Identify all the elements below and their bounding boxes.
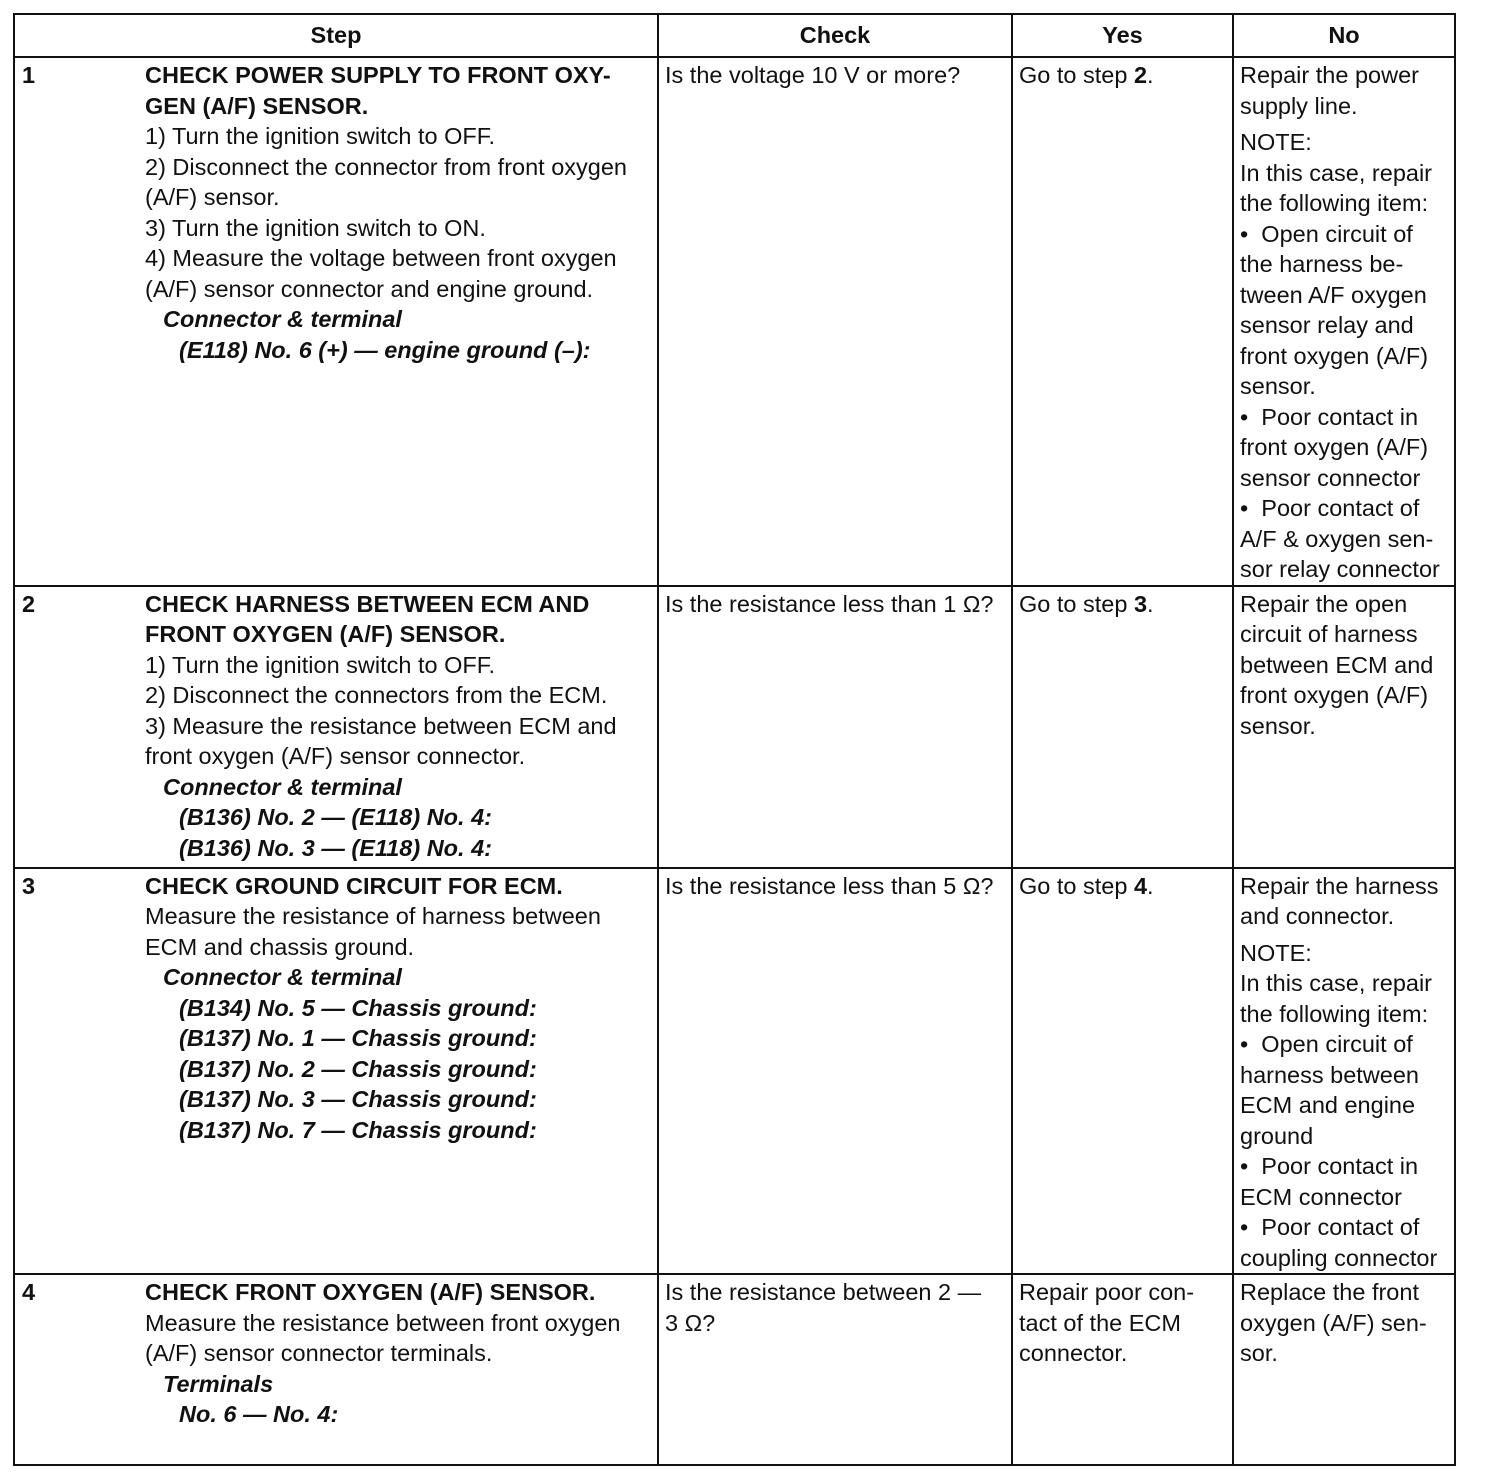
header-no: No: [1233, 14, 1455, 57]
step-number: 3: [14, 868, 137, 1275]
step-cell: [137, 586, 658, 868]
yes-step-link: 2: [1133, 62, 1148, 88]
check-text: Is the resistance between 2 —: [665, 1279, 982, 1305]
bullet-text: sensor.: [1240, 373, 1316, 399]
instruction: (A/F) sensor.: [145, 184, 280, 210]
instruction: Measure the resistance of harness between: [145, 903, 601, 929]
bullet-text: coupling connector: [1240, 1244, 1438, 1271]
bullet-text: tween A/F oxygen: [1240, 281, 1427, 308]
instruction: 2) Disconnect the connectors from the ECM.: [145, 682, 608, 708]
no-text: supply line.: [1240, 92, 1358, 119]
check-text: Is the resistance less than 1 Ω?: [665, 590, 994, 617]
note-label: NOTE:: [1240, 939, 1312, 966]
step-title: FRONT OXYGEN (A/F) SENSOR.: [145, 621, 506, 647]
yes-suffix: .: [1147, 872, 1154, 899]
spec-line: (B137) No. 7 — Chassis ground:: [179, 1116, 537, 1143]
no-cell: [1233, 57, 1455, 586]
bullet-text: ECM and engine: [1240, 1092, 1416, 1118]
bullet-item: • Poor contact in: [1240, 1151, 1449, 1182]
note-text: the following item:: [1240, 190, 1429, 216]
yes-prefix: Go to step: [1019, 590, 1134, 617]
check-cell: [658, 1274, 1012, 1465]
instruction: front oxygen (A/F) sensor connector.: [145, 743, 526, 769]
check-cell: [658, 586, 1012, 868]
instruction: 4) Measure the voltage between front oxygen: [145, 245, 617, 271]
instruction: 1) Turn the ignition switch to OFF.: [145, 651, 496, 678]
step-title: CHECK HARNESS BETWEEN ECM AND: [145, 590, 590, 617]
no-text: Repair the open: [1240, 590, 1408, 617]
spec-label: Terminals: [163, 1370, 274, 1397]
step-title: GEN (A/F) SENSOR.: [145, 92, 369, 119]
bullet-text: sensor relay and: [1240, 312, 1414, 338]
check-cell: [658, 57, 1012, 586]
bullet-text: ground: [1240, 1122, 1314, 1149]
bullet-text: A/F & oxygen sen-: [1240, 525, 1434, 552]
bullet-item: • Open circuit of: [1240, 1029, 1449, 1060]
step-number: 2: [14, 586, 137, 868]
spec-line: (E118) No. 6 (+) — engine ground (–):: [179, 336, 591, 363]
step-cell: [137, 57, 658, 586]
yes-step-link: 3: [1133, 590, 1148, 617]
instruction: 3) Measure the resistance between ECM and: [145, 712, 617, 739]
no-text: between ECM and: [1240, 651, 1434, 678]
table-row: [14, 1274, 1455, 1465]
bullet-item: • Open circuit of: [1240, 219, 1449, 250]
check-text: 3 Ω?: [665, 1309, 716, 1336]
yes-text: tact of the ECM: [1019, 1309, 1181, 1336]
instruction: 2) Disconnect the connector from front oxygen: [145, 153, 627, 180]
note-label: NOTE:: [1240, 129, 1312, 155]
bullet-text: sensor connector: [1240, 464, 1421, 491]
yes-text: Repair poor con-: [1019, 1279, 1195, 1305]
check-cell: [658, 868, 1012, 1275]
instruction: (A/F) sensor connector terminals.: [145, 1340, 493, 1366]
no-text: front oxygen (A/F): [1240, 682, 1429, 708]
spec-line: (B136) No. 3 — (E118) No. 4:: [179, 834, 492, 861]
yes-suffix: .: [1147, 590, 1154, 617]
step-number: 4: [14, 1274, 137, 1465]
instruction: Measure the resistance between front oxygen: [145, 1309, 621, 1336]
yes-step-link: 4: [1133, 872, 1148, 899]
bullet-text: ECM connector: [1240, 1183, 1402, 1210]
header-check: Check: [658, 14, 1012, 57]
no-text: oxygen (A/F) sen-: [1240, 1309, 1427, 1336]
no-text: and connector.: [1240, 903, 1395, 929]
spec-line: (B137) No. 3 — Chassis ground:: [179, 1086, 537, 1112]
yes-prefix: Go to step: [1019, 62, 1134, 88]
spec-line: (B134) No. 5 — Chassis ground:: [179, 994, 537, 1021]
instruction: (A/F) sensor connector and engine ground.: [145, 275, 594, 302]
no-text: Repair the power: [1240, 62, 1419, 88]
header-row: [14, 14, 1455, 57]
table-row: [14, 868, 1455, 1275]
instruction: ECM and chassis ground.: [145, 933, 415, 960]
no-cell: [1233, 1274, 1455, 1465]
diagnostic-table: [13, 13, 1456, 1466]
note-text: In this case, repair: [1240, 159, 1433, 186]
bullet-text: harness between: [1240, 1061, 1419, 1088]
table-row: [14, 586, 1455, 868]
header-yes: Yes: [1012, 14, 1233, 57]
spec-label: Connector & terminal: [163, 773, 402, 800]
yes-cell: [1012, 586, 1233, 868]
spec-label: Connector & terminal: [163, 964, 402, 990]
bullet-item: • Poor contact of: [1240, 493, 1449, 524]
no-cell: [1233, 586, 1455, 868]
bullet-item: • Poor contact in: [1240, 402, 1449, 433]
step-title: CHECK POWER SUPPLY TO FRONT OXY-: [145, 62, 611, 88]
bullet-text: front oxygen (A/F): [1240, 434, 1429, 460]
spec-label: Connector & terminal: [163, 306, 402, 332]
no-text: circuit of harness: [1240, 621, 1418, 647]
no-cell: [1233, 868, 1455, 1275]
instruction: 3) Turn the ignition switch to ON.: [145, 214, 486, 241]
yes-text: connector.: [1019, 1340, 1128, 1366]
no-text: Repair the harness: [1240, 872, 1439, 899]
bullet-text: sor relay connector: [1240, 556, 1440, 582]
header-step: Step: [14, 14, 658, 57]
table-row: [14, 57, 1455, 586]
step-cell: [137, 868, 658, 1275]
spec-line: No. 6 — No. 4:: [179, 1401, 339, 1427]
yes-cell: [1012, 57, 1233, 586]
spec-line: (B137) No. 1 — Chassis ground:: [179, 1025, 537, 1051]
yes-suffix: .: [1147, 62, 1154, 88]
step-number: 1: [14, 57, 137, 586]
note-text: In this case, repair: [1240, 970, 1433, 996]
step-title: CHECK FRONT OXYGEN (A/F) SENSOR.: [145, 1279, 596, 1305]
no-text: Replace the front: [1240, 1279, 1419, 1305]
no-text: sor.: [1240, 1340, 1278, 1366]
bullet-text: the harness be-: [1240, 251, 1404, 277]
yes-cell: [1012, 1274, 1233, 1465]
step-cell: [137, 1274, 658, 1465]
check-text: Is the voltage 10 V or more?: [665, 62, 961, 88]
bullet-text: front oxygen (A/F): [1240, 342, 1429, 369]
instruction: 1) Turn the ignition switch to OFF.: [145, 123, 496, 149]
bullet-item: • Poor contact of: [1240, 1212, 1449, 1243]
spec-line: (B137) No. 2 — Chassis ground:: [179, 1055, 537, 1082]
yes-cell: [1012, 868, 1233, 1275]
yes-prefix: Go to step: [1019, 872, 1134, 899]
no-text: sensor.: [1240, 712, 1316, 739]
note-text: the following item:: [1240, 1000, 1429, 1027]
check-text: Is the resistance less than 5 Ω?: [665, 872, 994, 899]
step-title: CHECK GROUND CIRCUIT FOR ECM.: [145, 872, 563, 899]
spec-line: (B136) No. 2 — (E118) No. 4:: [179, 804, 492, 830]
